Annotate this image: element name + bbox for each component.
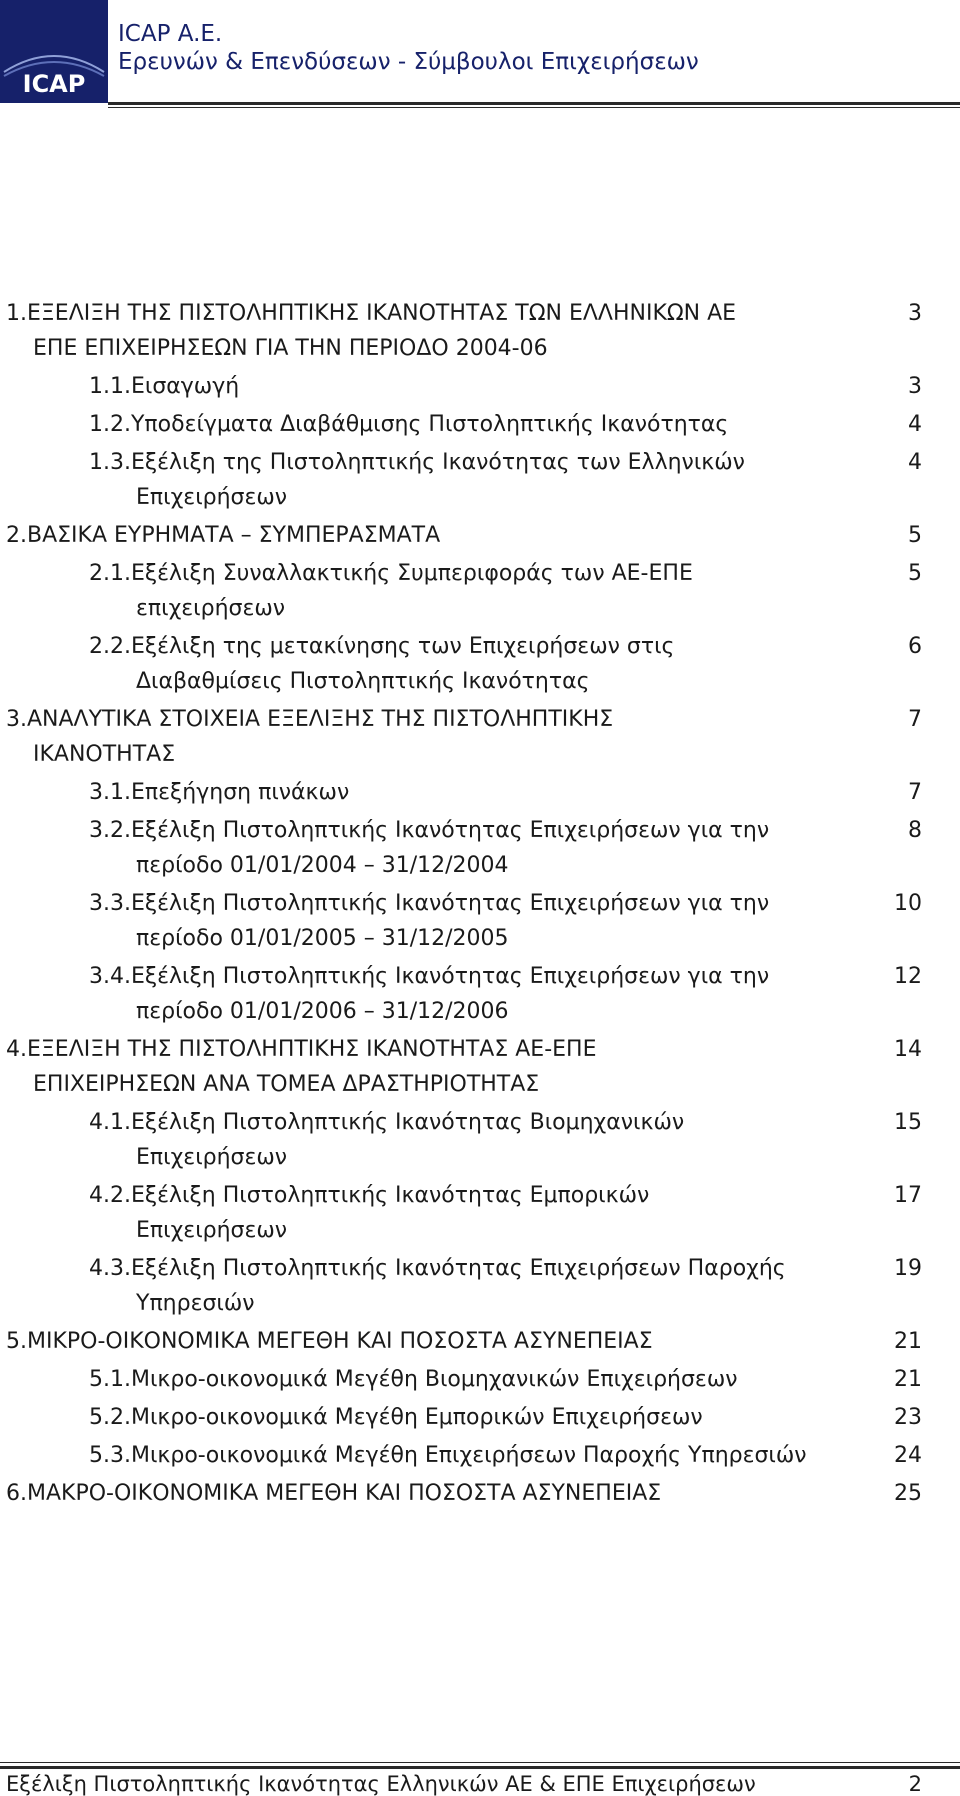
toc-entry-title-line: Επιχειρήσεων [136, 485, 288, 510]
toc-entry-title-line: Επιχειρήσεων [136, 1145, 288, 1170]
toc-entry-title-line: 5.ΜΙΚΡΟ-ΟΙΚΟΝΟΜΙΚΑ ΜΕΓΕΘΗ ΚΑΙ ΠΟΣΟΣΤΑ ΑΣΥΝΕΠΕΙΑΣ [6, 1329, 653, 1354]
toc-entry-title-line: 3.2.Εξέλιξη Πιστοληπτικής Ικανότητας Επιχειρήσεων για την [89, 818, 770, 843]
toc-subsection-entry[interactable] [0, 1400, 960, 1435]
toc-section-entry[interactable] [0, 702, 960, 772]
toc-entry-title-line: 3.ΑΝΑΛΥΤΙΚΑ ΣΤΟΙΧΕΙΑ ΕΞΕΛΙΞΗΣ ΤΗΣ ΠΙΣΤΟΛΗΠΤΙΚΗΣ [6, 707, 614, 732]
footer-rule-thin [0, 1762, 960, 1763]
toc-page-number: 3 [908, 374, 922, 399]
toc-subsection-entry[interactable] [0, 886, 960, 956]
toc-section-entry[interactable] [0, 296, 960, 366]
logo-wordmark: ICAP [22, 70, 86, 98]
toc-page-number: 12 [894, 964, 922, 989]
toc-page-number: 24 [894, 1443, 922, 1468]
toc-page-number: 4 [908, 450, 922, 475]
toc-subsection-entry[interactable] [0, 1362, 960, 1397]
toc-entry-title-line: 4.ΕΞΕΛΙΞΗ ΤΗΣ ΠΙΣΤΟΛΗΠΤΙΚΗΣ ΙΚΑΝΟΤΗΤΑΣ ΑΕ-ΕΠΕ [6, 1037, 597, 1062]
toc-entry-title-line: περίοδο 01/01/2006 – 31/12/2006 [136, 999, 509, 1024]
toc-page-number: 23 [894, 1405, 922, 1430]
footer-page-number: 2 [908, 1772, 922, 1796]
toc-subsection-entry[interactable] [0, 556, 960, 626]
toc-page-number: 10 [894, 891, 922, 916]
toc-entry-title-line: 5.3.Μικρο-οικονομικά Μεγέθη Επιχειρήσεων Παροχής Υπηρεσιών [89, 1443, 807, 1468]
toc-entry-title-line: 5.2.Μικρο-οικονομικά Μεγέθη Εμπορικών Επιχειρήσεων [89, 1405, 703, 1430]
toc-entry-title-line: 4.2.Εξέλιξη Πιστοληπτικής Ικανότητας Εμπορικών [89, 1183, 650, 1208]
toc-section-entry[interactable] [0, 518, 960, 553]
company-block [118, 20, 699, 76]
toc-entry-title-line: 4.1.Εξέλιξη Πιστοληπτικής Ικανότητας Βιομηχανικών [89, 1110, 685, 1135]
toc-page-number: 7 [908, 780, 922, 805]
toc-subsection-entry[interactable] [0, 1438, 960, 1473]
header-rule-thick [108, 102, 960, 105]
toc-entry-title-line: 5.1.Μικρο-οικονομικά Μεγέθη Βιομηχανικών Επιχειρήσεων [89, 1367, 738, 1392]
toc-entry-title-line: ΕΠΙΧΕΙΡΗΣΕΩΝ ΑΝΑ ΤΟΜΕΑ ΔΡΑΣΤΗΡΙΟΤΗΤΑΣ [33, 1072, 540, 1097]
toc-page-number: 15 [894, 1110, 922, 1135]
toc-section-entry[interactable] [0, 1324, 960, 1359]
toc-entry-title-line: περίοδο 01/01/2005 – 31/12/2005 [136, 926, 509, 951]
toc-entry-title-line: 1.2.Υποδείγματα Διαβάθμισης Πιστοληπτικής Ικανότητας [89, 412, 729, 437]
toc-page-number: 4 [908, 412, 922, 437]
toc-entry-title-line: 3.1.Επεξήγηση πινάκων [89, 780, 350, 805]
toc-entry-title-line: 4.3.Εξέλιξη Πιστοληπτικής Ικανότητας Επιχειρήσεων Παροχής [89, 1256, 786, 1281]
icap-logo [0, 0, 108, 103]
company-tagline: Ερευνών & Επενδύσεων - Σύμβουλοι Επιχειρήσεων [118, 49, 699, 75]
toc-entry-title-line: Υπηρεσιών [136, 1291, 255, 1316]
toc-entry-title-line: περίοδο 01/01/2004 – 31/12/2004 [136, 853, 509, 878]
toc-subsection-entry[interactable] [0, 1105, 960, 1175]
toc-entry-title-line: ΕΠΕ ΕΠΙΧΕΙΡΗΣΕΩΝ ΓΙΑ ΤΗΝ ΠΕΡΙΟΔΟ 2004-06 [33, 336, 548, 361]
toc-subsection-entry[interactable] [0, 1178, 960, 1248]
toc-entry-title-line: 1.ΕΞΕΛΙΞΗ ΤΗΣ ΠΙΣΤΟΛΗΠΤΙΚΗΣ ΙΚΑΝΟΤΗΤΑΣ ΤΩΝ ΕΛΛΗΝΙΚΩΝ ΑΕ [6, 301, 737, 326]
toc-subsection-entry[interactable] [0, 407, 960, 442]
table-of-contents [0, 296, 960, 1514]
footer-rule-thick [0, 1766, 960, 1769]
toc-entry-title-line: 3.3.Εξέλιξη Πιστοληπτικής Ικανότητας Επιχειρήσεων για την [89, 891, 770, 916]
toc-page-number: 6 [908, 634, 922, 659]
toc-page-number: 14 [894, 1037, 922, 1062]
page-header [0, 0, 960, 110]
toc-page-number: 25 [894, 1481, 922, 1506]
footer-title: Εξέλιξη Πιστοληπτικής Ικανότητας Ελληνικών ΑΕ & ΕΠΕ Επιχειρήσεων [6, 1772, 756, 1796]
toc-page-number: 17 [894, 1183, 922, 1208]
toc-subsection-entry[interactable] [0, 445, 960, 515]
toc-page-number: 5 [908, 523, 922, 548]
toc-section-entry[interactable] [0, 1476, 960, 1511]
toc-section-entry[interactable] [0, 1032, 960, 1102]
toc-entry-title-line: ΙΚΑΝΟΤΗΤΑΣ [33, 742, 176, 767]
toc-entry-title-line: 3.4.Εξέλιξη Πιστοληπτικής Ικανότητας Επιχειρήσεων για την [89, 964, 770, 989]
toc-entry-title-line: 2.2.Εξέλιξη της μετακίνησης των Επιχειρήσεων στις [89, 634, 675, 659]
toc-entry-title-line: Επιχειρήσεων [136, 1218, 288, 1243]
icap-logo-graphic [0, 0, 108, 103]
toc-subsection-entry[interactable] [0, 959, 960, 1029]
toc-entry-title-line: επιχειρήσεων [136, 596, 286, 621]
toc-page-number: 7 [908, 707, 922, 732]
toc-subsection-entry[interactable] [0, 813, 960, 883]
toc-subsection-entry[interactable] [0, 629, 960, 699]
toc-entry-title-line: 2.1.Εξέλιξη Συναλλακτικής Συμπεριφοράς των ΑΕ-ΕΠΕ [89, 561, 693, 586]
toc-page-number: 5 [908, 561, 922, 586]
toc-entry-title-line: 6.ΜΑΚΡΟ-ΟΙΚΟΝΟΜΙΚΑ ΜΕΓΕΘΗ ΚΑΙ ΠΟΣΟΣΤΑ ΑΣΥΝΕΠΕΙΑΣ [6, 1481, 662, 1506]
toc-subsection-entry[interactable] [0, 1251, 960, 1321]
toc-entry-title-line: 1.3.Εξέλιξη της Πιστοληπτικής Ικανότητας των Ελληνικών [89, 450, 745, 475]
toc-entry-title-line: 2.ΒΑΣΙΚΑ ΕΥΡΗΜΑΤΑ – ΣΥΜΠΕΡΑΣΜΑΤΑ [6, 523, 441, 548]
toc-page-number: 21 [894, 1329, 922, 1354]
toc-page-number: 3 [908, 301, 922, 326]
toc-entry-title-line: Διαβαθμίσεις Πιστοληπτικής Ικανότητας [136, 669, 590, 694]
toc-page-number: 19 [894, 1256, 922, 1281]
toc-entry-title-line: 1.1.Εισαγωγή [89, 374, 240, 399]
toc-page-number: 21 [894, 1367, 922, 1392]
header-rule-thin [108, 107, 960, 108]
company-name: ICAP A.E. [118, 21, 223, 47]
toc-page-number: 8 [908, 818, 922, 843]
toc-subsection-entry[interactable] [0, 775, 960, 810]
toc-spacer [0, 1511, 960, 1514]
toc-subsection-entry[interactable] [0, 369, 960, 404]
